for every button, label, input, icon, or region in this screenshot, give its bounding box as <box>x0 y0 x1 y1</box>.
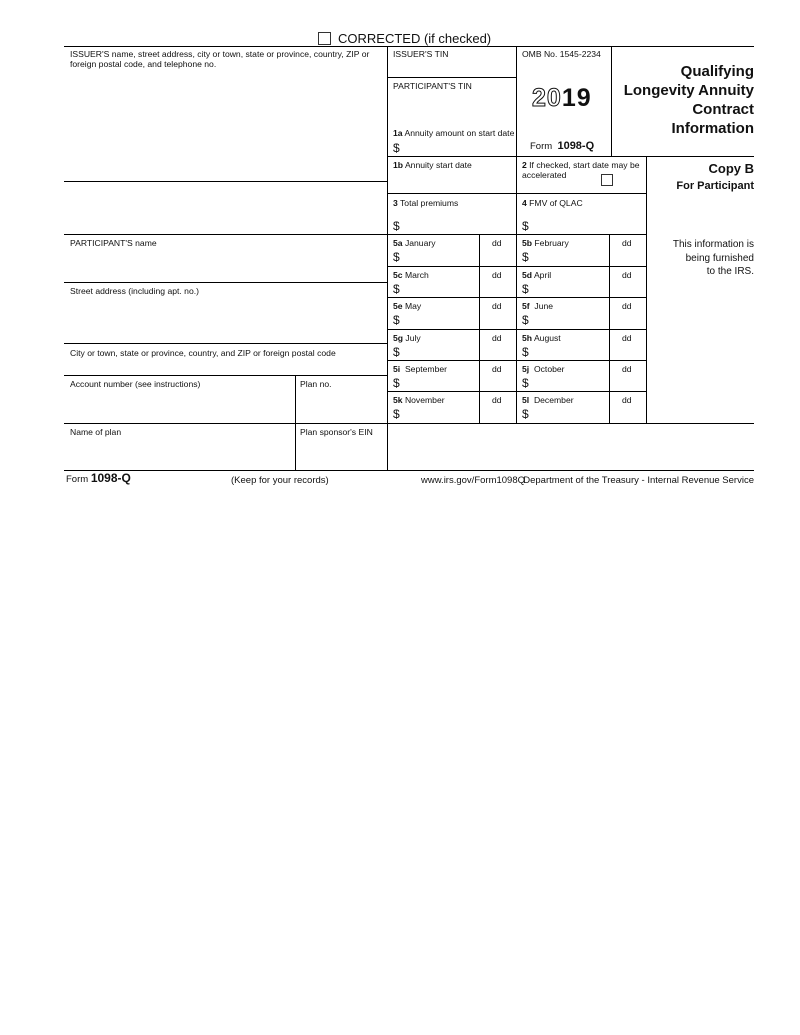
box-5k-dd-input[interactable] <box>481 406 514 421</box>
box-5a-dd-label: dd <box>492 238 502 248</box>
box-5d-currency: $ <box>522 282 529 296</box>
box-5d-amount-input[interactable] <box>532 281 606 296</box>
box-4-input[interactable] <box>532 218 642 233</box>
box-5l-amount-input[interactable] <box>532 406 606 421</box>
copy-b-subtitle: For Participant <box>676 180 754 192</box>
plan-number-label: Plan no. <box>300 379 332 389</box>
box-1a-label: 1a Annuity amount on start date <box>393 128 515 138</box>
city-state-input[interactable] <box>66 360 384 373</box>
box-5f-currency: $ <box>522 313 529 327</box>
box-5f-label: 5f June <box>522 301 554 311</box>
box-5j-dd-label: dd <box>622 364 632 374</box>
box-5i-dd-label: dd <box>492 364 502 374</box>
box-5i-label: 5i September <box>393 364 447 374</box>
box-5g-label: 5g July <box>393 333 421 343</box>
box-3-currency: $ <box>393 219 400 233</box>
box-5e-dd-input[interactable] <box>481 312 514 327</box>
plan-number-input[interactable] <box>298 391 384 421</box>
box-5b-dd-label: dd <box>622 238 632 248</box>
footer-url[interactable]: www.irs.gov/Form1098Q <box>421 475 526 486</box>
box-4-label: 4 FMV of QLAC <box>522 198 583 208</box>
account-number-label: Account number (see instructions) <box>70 379 201 389</box>
box-5e-label: 5e May <box>393 301 422 311</box>
box-5b-currency: $ <box>522 250 529 264</box>
box-5b-dd-input[interactable] <box>611 249 644 264</box>
box-5a-label: 5a January <box>393 238 436 248</box>
tax-year <box>532 84 592 112</box>
box-5l-dd-label: dd <box>622 395 632 405</box>
box-5e-amount-input[interactable] <box>403 312 477 327</box>
issuer-tin-label: ISSUER'S TIN <box>393 49 449 59</box>
box-5k-dd-label: dd <box>492 395 502 405</box>
box-5h-amount-input[interactable] <box>532 344 606 359</box>
participant-name-input[interactable] <box>66 250 384 280</box>
box-5i-currency: $ <box>393 376 400 390</box>
box-5f-amount-input[interactable] <box>532 312 606 327</box>
box-2-label: 2 If checked, start date may be accelerated <box>522 160 640 180</box>
box-5j-currency: $ <box>522 376 529 390</box>
box-5h-dd-input[interactable] <box>611 344 644 359</box>
box-5l-dd-input[interactable] <box>611 406 644 421</box>
street-address-label: Street address (including apt. no.) <box>70 286 199 296</box>
box-5f-dd-input[interactable] <box>611 312 644 327</box>
box-5d-dd-input[interactable] <box>611 281 644 296</box>
corrected-label: CORRECTED (if checked) <box>338 31 492 46</box>
box-5f-dd-label: dd <box>622 301 632 311</box>
footer-keep-note: (Keep for your records) <box>231 475 329 486</box>
box-1a-currency: $ <box>393 141 400 155</box>
box-5g-dd-input[interactable] <box>481 344 514 359</box>
form-title: Qualifying Longevity Annuity Contract Information <box>623 63 754 137</box>
box-5k-amount-input[interactable] <box>403 406 477 421</box>
tax-year-bold: 19 <box>561 84 592 112</box>
box-5c-currency: $ <box>393 282 400 296</box>
copy-notice: This information is being furnished to the IRS. <box>672 239 754 277</box>
street-address-input[interactable] <box>66 298 384 341</box>
box-3-label: 3 Total premiums <box>393 198 459 208</box>
plan-name-label: Name of plan <box>70 427 122 437</box>
omb-number: OMB No. 1545-2234 <box>522 49 601 59</box>
box-5l-currency: $ <box>522 407 529 421</box>
box-5h-currency: $ <box>522 345 529 359</box>
box-5i-dd-input[interactable] <box>481 375 514 390</box>
footer-dept: Department of the Treasury - Internal Revenue Service <box>523 475 754 486</box>
box-5a-amount-input[interactable] <box>403 249 477 264</box>
participant-tin-label: PARTICIPANT'S TIN <box>393 81 472 91</box>
city-state-label: City or town, state or province, country, and ZIP or foreign postal code <box>70 348 336 358</box>
box-5g-dd-label: dd <box>492 333 502 343</box>
box-5j-amount-input[interactable] <box>532 375 606 390</box>
plan-name-input[interactable] <box>66 439 292 468</box>
box-5l-label: 5l December <box>522 395 574 405</box>
box-5b-label: 5b February <box>522 238 569 248</box>
box-5b-amount-input[interactable] <box>532 249 606 264</box>
box-5e-dd-label: dd <box>492 301 502 311</box>
box-5k-label: 5k November <box>393 395 445 405</box>
issuer-info-input[interactable] <box>66 72 384 178</box>
form-id-top: Form 1098-Q <box>530 140 595 152</box>
tax-year-outline: 20 <box>532 84 562 112</box>
box-4-currency: $ <box>522 219 529 233</box>
box-1b-input[interactable] <box>390 172 512 190</box>
box-5c-label: 5c March <box>393 270 429 280</box>
sponsor-ein-label: Plan sponsor's EIN <box>300 427 373 437</box>
box-1b-label: 1b Annuity start date <box>393 160 472 170</box>
box-5e-currency: $ <box>393 313 400 327</box>
issuer-extra-input[interactable] <box>66 184 384 232</box>
participant-name-label: PARTICIPANT'S name <box>70 238 157 248</box>
box-5i-amount-input[interactable] <box>403 375 477 390</box>
box-5g-amount-input[interactable] <box>403 344 477 359</box>
box-5d-label: 5d April <box>522 270 552 280</box>
box-5a-dd-input[interactable] <box>481 249 514 264</box>
account-number-input[interactable] <box>66 391 292 421</box>
box-2-checkbox[interactable] <box>601 174 613 186</box>
box-5a-currency: $ <box>393 250 400 264</box>
box-1a-input[interactable] <box>403 140 513 155</box>
footer-form-id: Form 1098-Q <box>66 471 131 485</box>
box-5h-dd-label: dd <box>622 333 632 343</box>
box-5j-dd-input[interactable] <box>611 375 644 390</box>
corrected-checkbox[interactable] <box>318 32 331 45</box>
box-5c-amount-input[interactable] <box>403 281 477 296</box>
box-5c-dd-input[interactable] <box>481 281 514 296</box>
box-3-input[interactable] <box>403 218 513 233</box>
box-5h-label: 5h August <box>522 333 561 343</box>
box-5c-dd-label: dd <box>492 270 502 280</box>
box-5g-currency: $ <box>393 345 400 359</box>
copy-b-title: Copy B <box>708 161 754 176</box>
box-5d-dd-label: dd <box>622 270 632 280</box>
box-5k-currency: $ <box>393 407 400 421</box>
issuer-info-label: ISSUER'S name, street address, city or town, state or province, country, ZIP or foreign postal code, and telephone no. <box>70 49 370 69</box>
box-5j-label: 5j October <box>522 364 565 374</box>
sponsor-ein-input[interactable] <box>298 439 384 468</box>
